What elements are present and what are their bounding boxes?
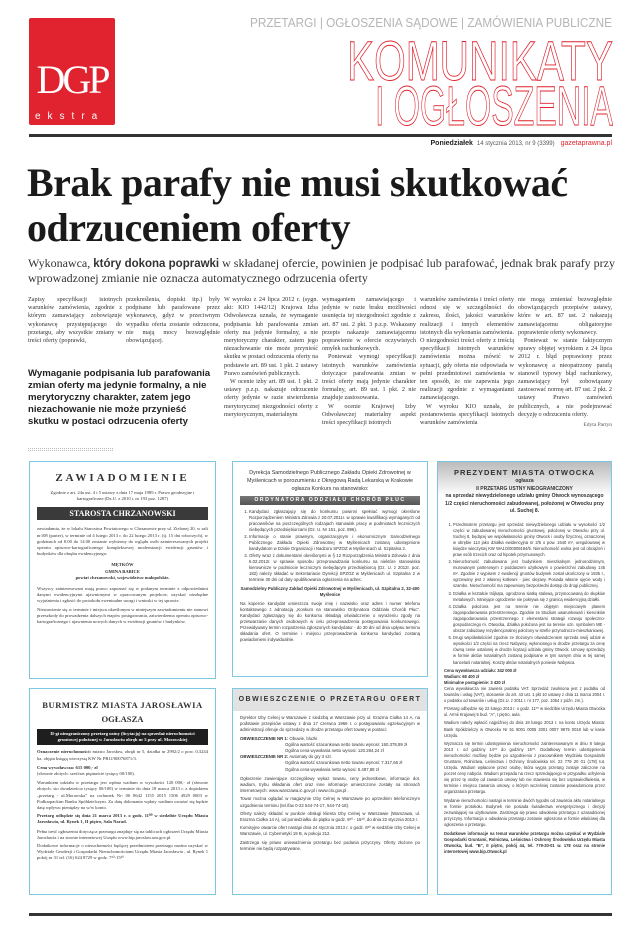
- ad-paragraph: Cena wywoławcza nie zawiera podatku VAT. Sprzedaż zwolniona jest z podatku od towarów i usług (VAT), stosownie do art. 43 ust. 1 pkt 10 ustawy z dnia 11 marca 2004 r. o podatku od towarów i usług (Dz.U. z 2011 r. nr 177, poz. 1054 z późn. zm.).: [444, 685, 605, 704]
- list-item: 4. Działka położona jest na terenie nie objętym miejscowym planem zagospodarowania przestrzennego. Zgodnie ze Studium uwarunkowań i kierunków zagospodarowania przestrzennego z elementami strategii rozwoju społeczno-gospodarczego m. Otwocka, działka położona jest na terenie ozn. symbolem ME - obszar zabudowy rezydencjonalnej położony w strefie przyrodniczo-mieszkaniowej.: [453, 604, 605, 634]
- lot-value: Ogólna wartość szacunkowa netto towaru wynosi: 160.378,89 zł: [285, 741, 408, 747]
- list-item: 1. Kandydaci zgłaszający się do konkursu powinni spełniać wymogi określone Rozporządzeniem Ministra Zdrowia z 20.07.2011r. w sprawie kwalifikacji wymaganych od pracowników na poszczególnych rodzajach stanowisk pracy w podmiotach leczniczych niebędących przedsiębiorcami (Dz. U. Nr 151, poz. 896).: [249, 509, 420, 533]
- ad-price: [37, 765, 208, 777]
- location-line: powiat chrzanowski, województwo małopolskie.: [75, 574, 170, 580]
- price-words: (słownie złotych: sześćset piętnaście tysięcy 00/100).: [37, 771, 135, 777]
- ad-paragraph: Wadium należy wpłacić najpóźniej do dnia 18 lutego 2013 r. na konto Urzędu Miasta: Bank Spółdzielczy w Otwocku Nr 51 8001 0005 2001 0007 9875 0018 lub w kasie Urzędu.: [444, 720, 605, 738]
- ad-paragraph: Towar można oglądać w magazynie Izby Celnej w Warszawie po uprzednim telefonicznym uzgodnieniu terminu (tel./fax 0-22 544-74-17, 544-74-18).: [240, 796, 420, 808]
- ad-paragraph: Przetarg odbędzie się dnia 21 marca 2013 r. o godz. 11⁰⁰ w siedzibie Urzędu Miasta Jarosławia, ul. Rynek 1, II piętro, Sala Narad.: [37, 813, 208, 825]
- paragraph: Ponieważ wymogi specyfikacji istotnych warunków zamówienia dotyczące parafowania zmian w treści oferty mają jedynie charakter formalny, art. 89 ust. 1 pkt. 2 nie znajduje zastosowania.: [322, 353, 416, 402]
- paragraph: Zapisy specyfikacji istotnych warunków zamówienia, zgodnie z którym zamawiający zobowiązuje wykonawcę przystępującego do przetargu, aby wszystkie zmiany w treści oferty (poprawki,: [28, 296, 122, 345]
- ad-paragraph: Niestawienie się w terminie i miejscu określonym w niniejszym zawiadomieniu nie stanowi przeszkody do prowadzenia dalszych etapów postępowania, zatwierdzenia operatu opisowo-kartograficznego i ujawnienia nowych danych w ewidencji gruntów i budynków.: [37, 606, 208, 625]
- list-item: 2. Informacje o stanie prawnym, organizacyjnym i ekonomicznym Samodzielnego Publicznego Zakładu Opieki Zdrowotnej w Myślenicach zostaną udostępnione kandydatom w Dziale Organizacji i Nadzoru SPZOZ w Myślenicach ul. Szpitalna 2.: [249, 534, 420, 552]
- ad-paragraph: Zastrzega się prawo unieważnienia przetargu bez podania przyczyny. Oferty złożone po terminie nie będą rozpatrywane.: [240, 839, 420, 851]
- lot-label: OBWIESZCZENIE NR 2:: [240, 754, 289, 760]
- ad-paragraph: [37, 749, 208, 761]
- ad-title: OBWIESZCZENIE O PRZETARGU OFERT: [233, 689, 427, 711]
- title-line-2: I OGŁOSZENIA: [375, 74, 613, 128]
- ad-list: [444, 522, 605, 666]
- ad-header: [438, 462, 611, 519]
- ad-paragraph: Komisyjne otwarcie ofert nastąpi dnia 24 stycznia 2013 r. o godz. 8³⁰ w siedzibie Izby Celnej w Warszawie, ul. Cybernetyki 19 B, w pokoju 212.: [240, 825, 420, 837]
- ad-title: PREZYDENT MIASTA OTWOCKA: [453, 468, 596, 477]
- pull-quote: Wymaganie podpisania lub parafowania zmian oferty ma jedynie formalny, a nie merytoryczny charakter, zatem jego niezachowanie nie może przynieść skutku w postaci odrzucenia oferty: [28, 368, 211, 427]
- ad-title: BURMISTRZ MIASTA JAROSŁAWIA: [42, 700, 203, 710]
- list-item: 5. Drugi współwłaściciel zgodnie ze złożonym oświadczeniem sprzeda swój udział w wysokości 1/2 części na rzecz Nabywcy, wyłonionego w drodze przetargu za cenę równą cenie ustalonej w drodze licytacji udziału gminy Otwock. Umowy sprzedaży w formie aktów notarialnych zostaną podpisane w tym samym dniu w tej samej kancelarii notarialnej. Koszty aktów notarialnych poniesie Nabywca.: [453, 635, 605, 665]
- ad-address: Samodzielny Publiczny Zakład Opieki Zdrowotnej w Myślenicach, ul. Szpitalna 2, 32-400 Myślenice: [240, 586, 420, 597]
- ad-paragraph: Warunkiem udziału w przetargu jest wpłata wadium w wysokości 120 000,- zł (słownie złotych: sto dwadzieścia tysięcy 00/100) w terminie do dnia 18 marca 2013 r. z dopiskiem „przetarg - ul.Morawska” na rachunek Nr: 06 8642 1155 2015 1506 4929 0003 w Podkarpackim Banku Spółdzielczym. Za datę dokonania wpłaty wadium uważać się będzie datę wpływu pieniędzy na w/w konto.: [37, 780, 208, 811]
- logo-subtext: ekstra: [35, 111, 105, 122]
- list-item: 3. Działka w kształcie trójkąta, ogrodzona siatką stalową, przymocowaną do słupków metalowych. Istniejące ogrodzenie nie pokrywa się z granicą ewidencyjną działki.: [453, 591, 605, 603]
- ad-przetarg-otwock: [437, 461, 612, 895]
- ad-banner: STAROSTA CHRZANOWSKI: [37, 507, 208, 520]
- dateline: [431, 140, 613, 147]
- ad-banner: II-gi nieograniczony przetarg ustny (licytację) na sprzedaż nieruchomości gruntowej położonej w Jarosławiu obręb nr 5 przy ul. Morawskiej: [37, 729, 208, 745]
- article-column-1: [28, 296, 122, 345]
- ad-paragraph: Przetarg odbędzie się 22 lutego 2013 r. o godz. 11⁰⁰ w siedzibie Urzędu Miasta Otwocka ul. Armii Krajowej 5 bud. "A", I piętro, aula.: [444, 706, 605, 718]
- lot-item: Automaty do gry 3 szt.: [288, 754, 332, 760]
- ad-paragraph: zawiadamia, że w lokalu Starostwa Powiatowego w Chrzanowie przy ul. Zielonej 20, w sali nr108 (parter), w terminie od 4 lutego 2013 r. do 22 lutego 2013 r. (tj. 15 dni roboczych), w godzinach od 8.00 do 14.00 zostanie wyłożony do wglądu osób zainteresowanych projekt operatu opisowo-kartograficznego kompleksowej modernizacji ewidencji gruntów i budynków dla obrębu ewidencyjnego:: [37, 526, 208, 557]
- article-column-3: [224, 296, 318, 419]
- ad-obwieszczenie: [232, 688, 428, 895]
- ad-paragraph: Dodatkowe informacje na temat warunków przetargu można uzyskać w Wydziale Gospodarki Gruntami, Rolnictwa, Leśnictwa i Ochrony Środowiska Urzędu Miasta Otwocka, bud. "B", II piętro, pokój 44, tel. 779-20-01 w. 178 oraz na stronie internetowej www.bip.Otwock.pl: [444, 831, 605, 855]
- ad-paragraph: Wyznacza się termin udostępnienia nieruchomości zainteresowanym w dniu 8 lutego 2013 r. od godziny 14⁰⁰ do godziny 15⁰⁰. Dodatkowy termin udostępnienia nieruchomości możliwy będzie po uzgodnieniu z pracownikiem Wydziału Gospodarki Gruntami, Rolnictwa, Leśnictwa i Ochrony Środowiska tel. 22 779 20 01 (178) tut. Urzędu. Wadium wpłacone przez osobę, która wygra przetarg zostaje zaliczone na poczet ceny nabycia. Wadium przepada na rzecz sprzedającego w przypadku uchylenia się przez tę osobę od zawarcia umowy lub nie stawienia się bez usprawiedliwienia, w terminie i miejscu zawarcia umowy, o którym wcześniej zostanie powiadomiona przez organizatora przetargu.: [444, 740, 605, 795]
- ad-list: [240, 509, 420, 583]
- ad-min-step: Minimalne postąpienie: 3 420 zł: [444, 679, 505, 685]
- lot-value: Ogólna wartość szacunkowa netto towaru wynosi: 7.317,66 zł: [285, 760, 403, 766]
- headline-line-2: odrzuceniem oferty: [27, 205, 351, 250]
- paragraph: warunków zamówienia i treści oferty odnosi się w szczególności do zakresu, ilości, jakości warunków realizacji i innych elementów istotnych dla wykonania zamówienia. O niezgodności treści oferty z treścią specyfikacji istotnych warunków zamówienia można mówić w sytuacji, gdy oferta nie odpowiada w pełni przedmiotowi zamówienia w ten sposób, że nie zapewnia jego realizacji zgodnie z wymaganiami zamawiającego.: [420, 296, 514, 402]
- article-column-2: [126, 296, 220, 345]
- ad-location: [37, 562, 208, 581]
- sections-text: PRZETARGI | OGŁOSZENIA SĄDOWE | ZAMÓWIENIA PUBLICZNE: [250, 15, 612, 30]
- header-rule: [29, 134, 612, 137]
- ad-intro: Zgodnie z art. 24a ust. 4 i 5 ustawy z dnia 17 maja 1989 r. Prawo geodezyjne i kartograficzne (Dz.U. z 2010 r. nr 193 poz. 1287): [50, 490, 195, 502]
- day: Poniedziałek: [430, 140, 473, 147]
- ad-paragraph: Dodatkowe informacje o nieruchomości będącej przedmiotem przetargu można uzyskać w Wydziale Geodezji i Gospodarki Nieruchomościami Urzędu Miasta Jarosławia , ul. Rynek 1 pokój nr 31 tel. (16) 624 8729 w godz. 7³⁰-15³⁰: [37, 843, 208, 861]
- lot-price: Ogólna cena wywołania netto wynosi: 5.487,88 zł: [285, 766, 379, 772]
- ad-paragraph: Na kopercie kandydat umieszcza swoje imię i nazwisko oraz adres i numer telefonu kontaktowego z adnotacją „Konkurs na stanowisko Ordynatora Oddziału Chorób Płuc”. Kandydaci zgłaszający się do konkursu składają oświadczenie o wyrażeniu zgody na przetwarzanie danych osobowych w celu przeprowadzenia postępowania konkursowego. Przewidywany termin rozpatrzenia zgłoszonych kandydatur - do 30 dni od dnia upływu terminu składania ofert. O terminie i miejscu przeprowadzenia konkursu kandydaci zostaną powiadomieni indywidualnie.: [240, 601, 420, 642]
- headline-line-1: Brak parafy nie musi skutkować: [27, 160, 568, 205]
- ad-intro: Dyrektor Izby Celnej w Warszawie z siedzibą w Warszawie przy ul. Erazma Ciołka 14 A, na podstawie przepisów ustawy z dnia 17 czerwca 1966 r. o postępowaniu egzekucyjnym w administracji oferuje do sprzedaży w drodze przetargu ofert towary w postaci:: [240, 715, 420, 733]
- ad-price: Cena wywoławcza udziału: 342 000 zł: [444, 667, 517, 673]
- lede-text: Wykonawca,: [28, 256, 94, 270]
- paragraph: przekreślenia, dopiski itp.) były podpisane lub parafowane przez wykonawcę, gdyż w przeciwnym wypadku oferta zostanie odrzucona, nie mają mocy bezwzględnie obowiązującej.: [126, 296, 220, 345]
- ad-announce: ogłasza: [515, 478, 534, 484]
- location-line: MĘTKÓW: [111, 562, 134, 568]
- ad-zawiadomienie: [29, 461, 216, 679]
- lot-item: Obuwie, bluzki: [288, 735, 318, 741]
- paragraph: W wyroku z 24 lipca 2012 r. (sygn. akt: KIO 1442/12) Krajowa Izba Odwoławcza uznała, że wymaganie podpisania lub parafowania zmian oferty ma jedynie formalny, a nie merytoryczny charakter, zatem jego niezachowanie nie może przynieść skutku w postaci odrzucenia oferty na podstawie art. 89 ust. 1 pkt. 2 ustawy Prawo zamówień publicznych.: [224, 296, 318, 377]
- paragraph: nie mogą zmieniać bezwzględnie obowiązujących przepisów ustawy, które w art. 87 ust. 2 nakazują zamawiającemu obligatoryjne poprawienie oferty wykonawcy.: [518, 296, 612, 336]
- lede-bold: który dokona poprawki: [93, 258, 220, 270]
- article-column-4: [322, 296, 416, 427]
- divider: [28, 448, 113, 451]
- author: Edyta Partyn: [583, 422, 612, 429]
- lot-price: Ogólna cena wywołania netto wynosi: 120.284,24 zł: [285, 748, 384, 754]
- dgp-ekstra-logo[interactable]: [29, 18, 115, 125]
- ad-paragraph: Oferty należy składać w punkcie obsługi klienta Izby Celnej w Warszawie (Warszawa, ul. Erazma Ciołka 14 A), od poniedziałku do piątku w godz. 8³⁰ - 15³⁰, do dnia 22 stycznia 2013 r.: [240, 810, 420, 823]
- lede-text: w składanej ofercie, powinien je podpisać lub parafować, jednak brak parafy przy wprowadzonej zmianie nie oznacza automatycznego odrzucenia oferty: [28, 256, 615, 285]
- ad-title: ZAWIADOMIENIE: [55, 472, 190, 484]
- ad-paragraph: Wszyscy zainteresowani mają prawo zapoznać się w podanym terminie z odpowiednimi danymi ewidencyjnymi ujawnionymi w opracowanym projekcie, uzyskać niezbędne wyjaśnienia i zgłosić do protokołu ewentualne uwagi i wnioski w tej sprawie.: [37, 586, 208, 604]
- ad-announce: ogłasza Konkurs na stanowisko:: [291, 486, 369, 492]
- list-item: 1. Przedmiotem przetargu jest sprzedaż niewydzielonego udziału w wysokości 1/2 części w zabudowanej nieruchomości gruntowej, położonej w Otwocku przy ul. Suchej 8, będącej we współwłasności gminy Otwock i osoby fizycznej, oznaczonej w obrębie 113 jako działka ewidencyjna nr 2/5 o pow. 1640 m², uregulowanej w księdze wieczystej KW WA1O/00009184/5. Nieruchomość wolna jest od obciążeń i praw osób trzecich oraz od hipotek przymusowych.: [453, 522, 605, 559]
- lot-2: [240, 754, 420, 773]
- label: Oznaczenie nieruchomości:: [37, 749, 92, 755]
- issue-date: 14 stycznia 2013, nr 9 (3399): [476, 141, 555, 147]
- ad-paragraph: Wydanie nieruchomości nastąpi w terminie dwóch tygodni od zawarcia aktu notarialnego w formie protokołu. Budynek nie posiada świadectwa energetycznego i decyzji zezwalającej na użytkowanie. Zastrzega się prawo odwołania przetargu z uzasadnionej przyczyny. Informacja o odwołaniu przetargu zostanie ogłoszona w formie właściwej dla ogłoszenia o przetargu.: [444, 797, 605, 827]
- paragraph: wymaganiem zamawiającego i jedynie w razie braku możliwości usunięcia tej niezgodności zgodnie z art. 87 ust. 2 pkt. 3 p.z.p. Wskazany przepis nakazuje zamawiającemu poprawienie w ofercie oczywistych omyłek rachunkowych.: [322, 296, 416, 353]
- list-item: 3. Oferty wraz z dokumentami określonymi w § 12 Rozporządzenia Ministra Zdrowia z dnia 6.02.2012r. w sprawie sposobu przeprowadzania konkursu na niektóre stanowiska kierownicze w podmiocie leczniczym niebędącym przedsiębiorcą (Dz. U. z 2012r. poz. 182) należy składać w Sekretariacie Dyrekcji SPZOZ w Myślenicach ul. Szpitalna 2 w terminie 30 dni od daty opublikowania ogłoszenia na adres:: [249, 553, 420, 583]
- headline: [27, 160, 627, 250]
- paragraph: W ocenie Krajowej Izby Odwoławczej materialny aspekt treści specyfikacji istotnych: [322, 402, 416, 427]
- ad-wadium: Wadium: 68 400 zł: [444, 673, 480, 679]
- list-item: 2. Nieruchomość zabudowana jest budynkiem mieszkalnym jednorodzinnym, murowanym parterowym z poddaszem użytkowym o powierzchni zabudowy 145 m². Zgodnie z wypisem z ewidencji gruntów budynek został ukończony w 1935 r., ogrzewany jest z własnej kotłowni - piec olejowy. Posiada własne ujęcie wody i szambo. Nieruchomość ma zapewniony bezpośredni dostęp do drogi publicznej.: [453, 559, 605, 589]
- lot-label: OBWIESZCZENIE NR 1:: [240, 735, 289, 741]
- logo-text: DGP: [36, 57, 108, 102]
- ad-konkurs-ordynatora: [232, 461, 428, 677]
- ad-header: Dyrekcja Samodzielnego Publicznego Zakładu Opieki Zdrowotnej w Myślenicach w porozumieniu z Okręgową Radą Lekarską w Krakowie: [247, 470, 413, 484]
- price: Cena wywoławcza: 615 000,- zł: [37, 764, 98, 770]
- ad-banner: ORDYNATORA ODDZIAŁU CHORÓB PŁUC: [240, 496, 420, 505]
- value: miasto Jarosław, obręb nr 5, działka nr 2992/2 o pow. 0,3244 ha, objęta księgą wieczystą KW Nr PR1J/00076871/3.: [37, 749, 208, 761]
- title-line-1: KOMUNIKATY: [347, 32, 613, 92]
- ad-subtitle: OGŁASZA: [101, 714, 144, 724]
- ad-paragraph: Ogłoszenie zawierające szczegółowy wykaz towaru, ceny jednostkowe, informacje dot. wadium, trybu składania ofert oraz inne informacje umieszczone zostały na stronach internetowych: www.warszawa.ic.gov.pl i www.clo.gov.pl .: [240, 775, 420, 794]
- paragraph: W ocenie izby art. 89 ust. 1 pkt. 2 ustawy p.z.p. nakazuje odrzucenie oferty jedynie w razie stwierdzenia merytorycznej niezgodności oferty z merytorycznym, materialnym: [224, 378, 318, 418]
- paragraph: W wyroku KIO uznała, że postanowienia specyfikacji istotnych warunków zamówienia: [420, 402, 514, 427]
- ad-type: II PRZETARG USTNY NIEOGRANICZONY: [476, 485, 573, 492]
- sections-line: [180, 14, 612, 30]
- lede: [28, 256, 618, 285]
- ad-subject: na sprzedaż niewydzielonego udziału gminy Otwock wynoszącego 1/2 części nieruchomości zabudowanej, położonej w Otwocku przy ul. Suchej 8.: [445, 493, 604, 514]
- ad-burmistrz-jaroslawia: [29, 688, 216, 895]
- paragraph: Ponieważ w stanie faktycznym sprawy objętej wyrokiem z 24 lipca 2012 r. błąd poprawiony przez wykonawcę a nieopatrzony parafą stanowił typowy błąd rachunkowy, zamawiający był zobowiązany zastosować normę art. 87 ust. 2 pkt. 2 ustawy Prawo zamówień publicznych, a nie podejmować decyzję o odrzuceniu oferty.: [518, 337, 612, 418]
- article-column-6: [518, 296, 612, 429]
- site-link[interactable]: gazetaprawna.pl: [560, 140, 612, 147]
- ad-paragraph: Pełna treść ogłoszenia dotycząca przetargu znajduje się na tablicach ogłoszeń Urzędu Miasta Jarosławia i na stronie internetowej Urzędu www.bip.jaroslaw.um.gov.pl.: [37, 828, 208, 840]
- article-column-5: [420, 296, 514, 427]
- footer-rule: [29, 913, 612, 916]
- lot-1: [240, 736, 420, 755]
- location-line: GMINA BABICE: [105, 568, 140, 574]
- masthead-title: [330, 32, 613, 128]
